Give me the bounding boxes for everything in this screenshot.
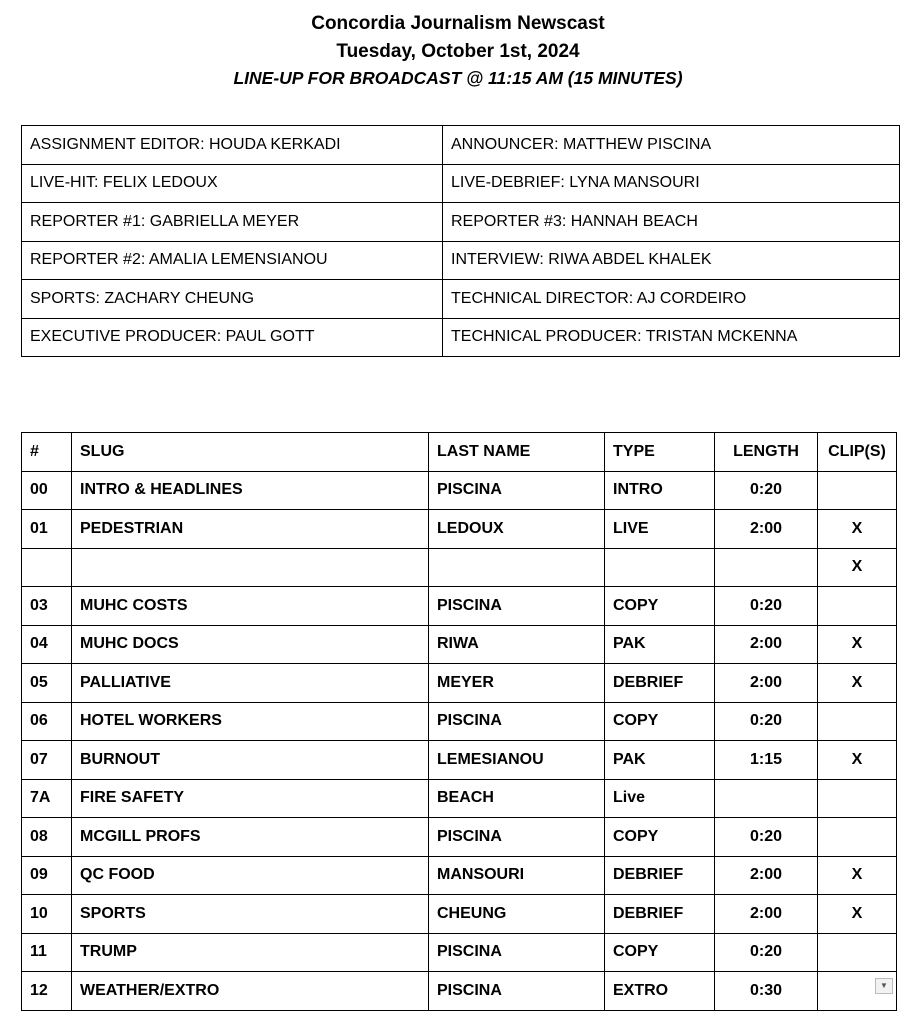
table-cell[interactable]: QC FOOD [72,856,429,895]
crew-row [22,280,900,319]
table-cell[interactable]: 2:00 [715,510,818,549]
table-cell[interactable]: LIVE [605,510,715,549]
table-cell[interactable]: EXTRO [605,972,715,1011]
lineup-header-row [22,433,897,472]
table-cell[interactable]: 0:20 [715,471,818,510]
table-cell[interactable]: X [818,741,897,780]
table-cell[interactable]: 06 [22,702,72,741]
table-row [22,741,897,780]
table-row [22,548,897,587]
table-cell[interactable]: HOTEL WORKERS [72,702,429,741]
table-cell[interactable]: MUHC DOCS [72,625,429,664]
table-cell[interactable]: Live [605,779,715,818]
lineup-table [21,432,897,1011]
table-cell[interactable] [818,818,897,857]
crew-cell[interactable]: LIVE-HIT: FELIX LEDOUX [22,164,443,203]
crew-row [22,318,900,357]
table-cell[interactable]: MANSOURI [429,856,605,895]
crew-cell[interactable]: ASSIGNMENT EDITOR: HOUDA KERKADI [22,126,443,165]
crew-cell[interactable]: TECHNICAL PRODUCER: TRISTAN MCKENNA [443,318,900,357]
crew-cell[interactable]: REPORTER #2: AMALIA LEMENSIANOU [22,241,443,280]
table-cell[interactable] [818,471,897,510]
crew-cell[interactable]: REPORTER #1: GABRIELLA MEYER [22,203,443,242]
broadcast-subtitle: LINE-UP FOR BROADCAST @ 11:15 AM (15 MINUTES) [233,68,683,88]
crew-cell[interactable]: ANNOUNCER: MATTHEW PISCINA [443,126,900,165]
table-cell[interactable]: INTRO [605,471,715,510]
table-cell[interactable] [715,779,818,818]
crew-row [22,203,900,242]
table-cell[interactable]: 0:20 [715,818,818,857]
table-cell[interactable]: X [818,548,897,587]
document-title: Concordia Journalism Newscast [311,13,605,34]
table-row [22,702,897,741]
table-cell[interactable]: 0:30 [715,972,818,1011]
table-cell[interactable]: COPY [605,818,715,857]
table-cell[interactable]: 07 [22,741,72,780]
table-cell[interactable]: PISCINA [429,587,605,626]
column-header[interactable]: LENGTH [715,433,818,472]
table-cell[interactable] [72,548,429,587]
table-cell[interactable]: MCGILL PROFS [72,818,429,857]
table-cell[interactable]: PAK [605,625,715,664]
table-cell[interactable]: 12 [22,972,72,1011]
table-row [22,818,897,857]
crew-cell[interactable]: TECHNICAL DIRECTOR: AJ CORDEIRO [443,280,900,319]
table-cell[interactable]: LEDOUX [429,510,605,549]
table-cell[interactable]: X [818,895,897,934]
column-header[interactable]: LAST NAME [429,433,605,472]
table-row [22,625,897,664]
table-cell[interactable] [818,779,897,818]
table-cell[interactable]: PISCINA [429,818,605,857]
column-header[interactable]: SLUG [72,433,429,472]
table-cell[interactable]: 00 [22,471,72,510]
crew-cell[interactable]: LIVE-DEBRIEF: LYNA MANSOURI [443,164,900,203]
crew-row [22,126,900,165]
table-cell[interactable] [818,972,897,1011]
table-cell[interactable] [715,548,818,587]
table-row [22,664,897,703]
table-row [22,933,897,972]
table-cell[interactable]: DEBRIEF [605,895,715,934]
crew-table [21,125,900,357]
table-cell[interactable]: PAK [605,741,715,780]
table-cell[interactable]: X [818,625,897,664]
table-cell[interactable]: 04 [22,625,72,664]
table-cell[interactable]: 2:00 [715,664,818,703]
table-cell[interactable]: 0:20 [715,933,818,972]
table-cell[interactable]: 0:20 [715,587,818,626]
table-cell[interactable]: X [818,510,897,549]
crew-row [22,164,900,203]
table-cell[interactable]: 0:20 [715,702,818,741]
table-cell[interactable]: SPORTS [72,895,429,934]
table-row [22,779,897,818]
table-cell[interactable] [429,548,605,587]
table-cell[interactable]: 01 [22,510,72,549]
table-cell[interactable]: PISCINA [429,471,605,510]
chevron-down-icon[interactable]: ▼ [875,978,893,994]
table-cell[interactable]: 05 [22,664,72,703]
table-cell[interactable]: 2:00 [715,856,818,895]
table-cell[interactable]: INTRO & HEADLINES [72,471,429,510]
table-cell[interactable]: 1:15 [715,741,818,780]
table-row [22,510,897,549]
column-header[interactable]: CLIP(S) [818,433,897,472]
table-cell[interactable]: 2:00 [715,625,818,664]
table-row [22,972,897,1011]
table-cell[interactable]: COPY [605,587,715,626]
table-cell[interactable]: 09 [22,856,72,895]
table-cell[interactable]: CHEUNG [429,895,605,934]
crew-cell[interactable]: INTERVIEW: RIWA ABDEL KHALEK [443,241,900,280]
table-cell[interactable]: 7A [22,779,72,818]
table-cell[interactable]: TRUMP [72,933,429,972]
table-cell[interactable]: MUHC COSTS [72,587,429,626]
crew-cell[interactable]: EXECUTIVE PRODUCER: PAUL GOTT [22,318,443,357]
table-cell[interactable]: 2:00 [715,895,818,934]
table-cell[interactable]: COPY [605,933,715,972]
table-cell[interactable]: LEMESIANOU [429,741,605,780]
table-cell[interactable]: 08 [22,818,72,857]
table-cell[interactable]: DEBRIEF [605,856,715,895]
column-header[interactable]: # [22,433,72,472]
table-cell[interactable]: PISCINA [429,972,605,1011]
table-cell[interactable]: X [818,664,897,703]
document-header [0,10,916,93]
table-cell[interactable] [818,702,897,741]
table-cell[interactable]: BURNOUT [72,741,429,780]
table-cell[interactable]: FIRE SAFETY [72,779,429,818]
table-cell[interactable]: PEDESTRIAN [72,510,429,549]
table-cell[interactable] [605,548,715,587]
crew-row [22,241,900,280]
crew-cell[interactable]: SPORTS: ZACHARY CHEUNG [22,280,443,319]
table-cell[interactable]: 03 [22,587,72,626]
table-cell[interactable]: BEACH [429,779,605,818]
table-cell[interactable]: 10 [22,895,72,934]
table-cell[interactable]: PALLIATIVE [72,664,429,703]
table-cell[interactable]: RIWA [429,625,605,664]
table-row [22,587,897,626]
table-cell[interactable] [818,587,897,626]
column-header[interactable]: TYPE [605,433,715,472]
table-cell[interactable]: DEBRIEF [605,664,715,703]
table-cell[interactable] [22,548,72,587]
table-cell[interactable] [818,933,897,972]
table-row [22,471,897,510]
table-cell[interactable]: X [818,856,897,895]
table-cell[interactable]: PISCINA [429,702,605,741]
table-cell[interactable]: 11 [22,933,72,972]
table-cell[interactable]: WEATHER/EXTRO [72,972,429,1011]
table-cell[interactable]: MEYER [429,664,605,703]
table-cell[interactable]: PISCINA [429,933,605,972]
table-row [22,895,897,934]
broadcast-date: Tuesday, October 1st, 2024 [336,40,580,62]
table-row [22,856,897,895]
crew-cell[interactable]: REPORTER #3: HANNAH BEACH [443,203,900,242]
table-cell[interactable]: COPY [605,702,715,741]
